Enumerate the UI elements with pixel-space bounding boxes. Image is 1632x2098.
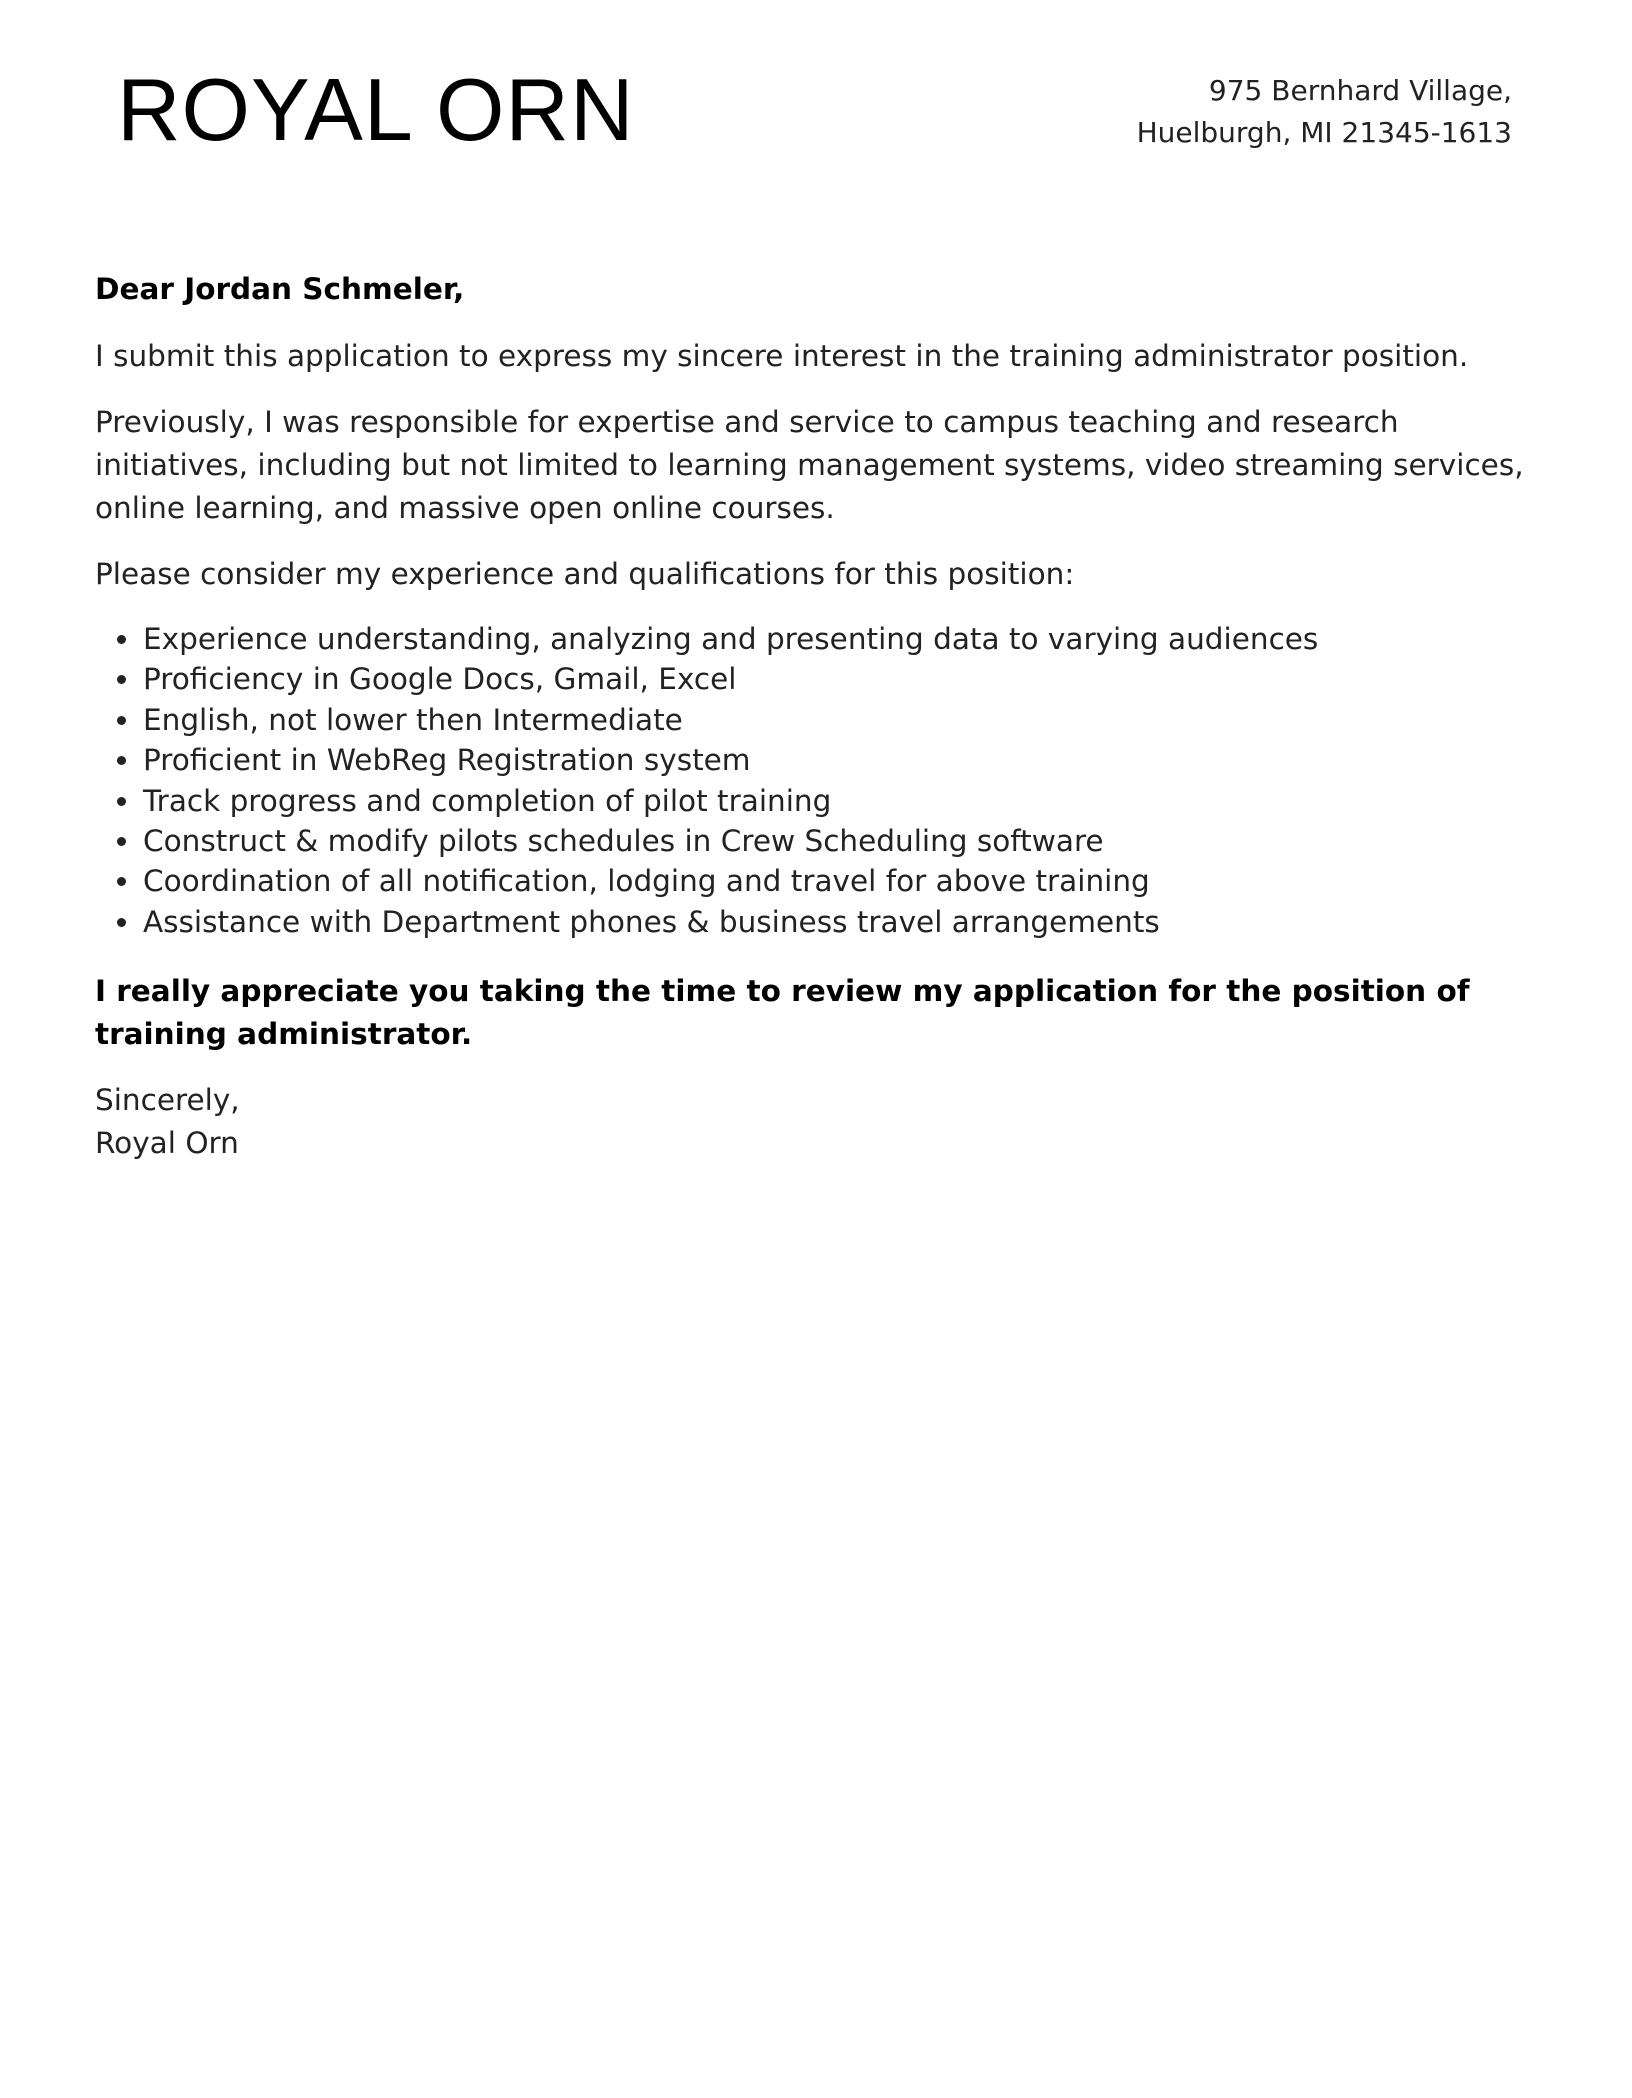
list-item — [143, 902, 1525, 942]
list-item-text: Coordination of all notification, lodging and travel for above training — [143, 864, 1150, 899]
list-item-text: Proficient in WebReg Registration system — [143, 743, 751, 778]
list-item-text: Assistance with Department phones & business travel arrangements — [143, 904, 1160, 939]
address-line-2: Huelburgh, MI 21345-1613 — [1136, 116, 1512, 149]
signature-name: Royal Orn — [95, 1126, 239, 1161]
list-item-text: Proficiency in Google Docs, Gmail, Excel — [143, 662, 737, 697]
bullet-icon — [117, 877, 126, 886]
bullet-icon — [117, 797, 126, 806]
bullet-icon — [117, 635, 126, 644]
letter-body — [95, 268, 1525, 1165]
applicant-address — [1137, 70, 1512, 154]
bullet-icon — [117, 675, 126, 684]
bullet-icon — [117, 837, 126, 846]
list-item — [143, 659, 1525, 699]
bullet-icon — [117, 716, 126, 725]
salutation: Dear Jordan Schmeler, — [95, 272, 465, 306]
signoff: Sincerely, — [95, 1083, 240, 1118]
applicant-name-heading: ROYAL ORN — [117, 60, 635, 159]
list-item-text: English, not lower then Intermediate — [143, 702, 683, 737]
list-item-text: Experience understanding, analyzing and presenting data to varying audiences — [143, 622, 1319, 656]
list-item — [143, 740, 1525, 780]
closing-paragraph: I really appreciate you taking the time to review my application for the position of training administrator. — [95, 974, 1470, 1052]
bullet-icon — [117, 756, 126, 765]
list-item — [143, 821, 1525, 861]
list-item — [143, 861, 1525, 901]
signoff-block — [95, 1079, 1525, 1165]
intro-paragraph: I submit this application to express my sincere interest in the training administrator position. — [95, 339, 1469, 373]
list-item-text: Track progress and completion of pilot training — [143, 783, 832, 818]
list-item — [143, 700, 1525, 740]
list-intro-paragraph: Please consider my experience and qualifications for this position: — [95, 557, 1075, 591]
qualifications-list — [95, 619, 1525, 942]
address-line-1: 975 Bernhard Village, — [1208, 74, 1512, 107]
bullet-icon — [117, 918, 126, 927]
list-item — [143, 781, 1525, 821]
list-item — [143, 619, 1525, 659]
list-item-text: Construct & modify pilots schedules in Crew Scheduling software — [143, 824, 1104, 859]
experience-paragraph: Previously, I was responsible for expertise and service to campus teaching and research initiatives, including but not limited to learning management systems, video streaming services, online learning, and massive open online courses. — [95, 405, 1524, 525]
